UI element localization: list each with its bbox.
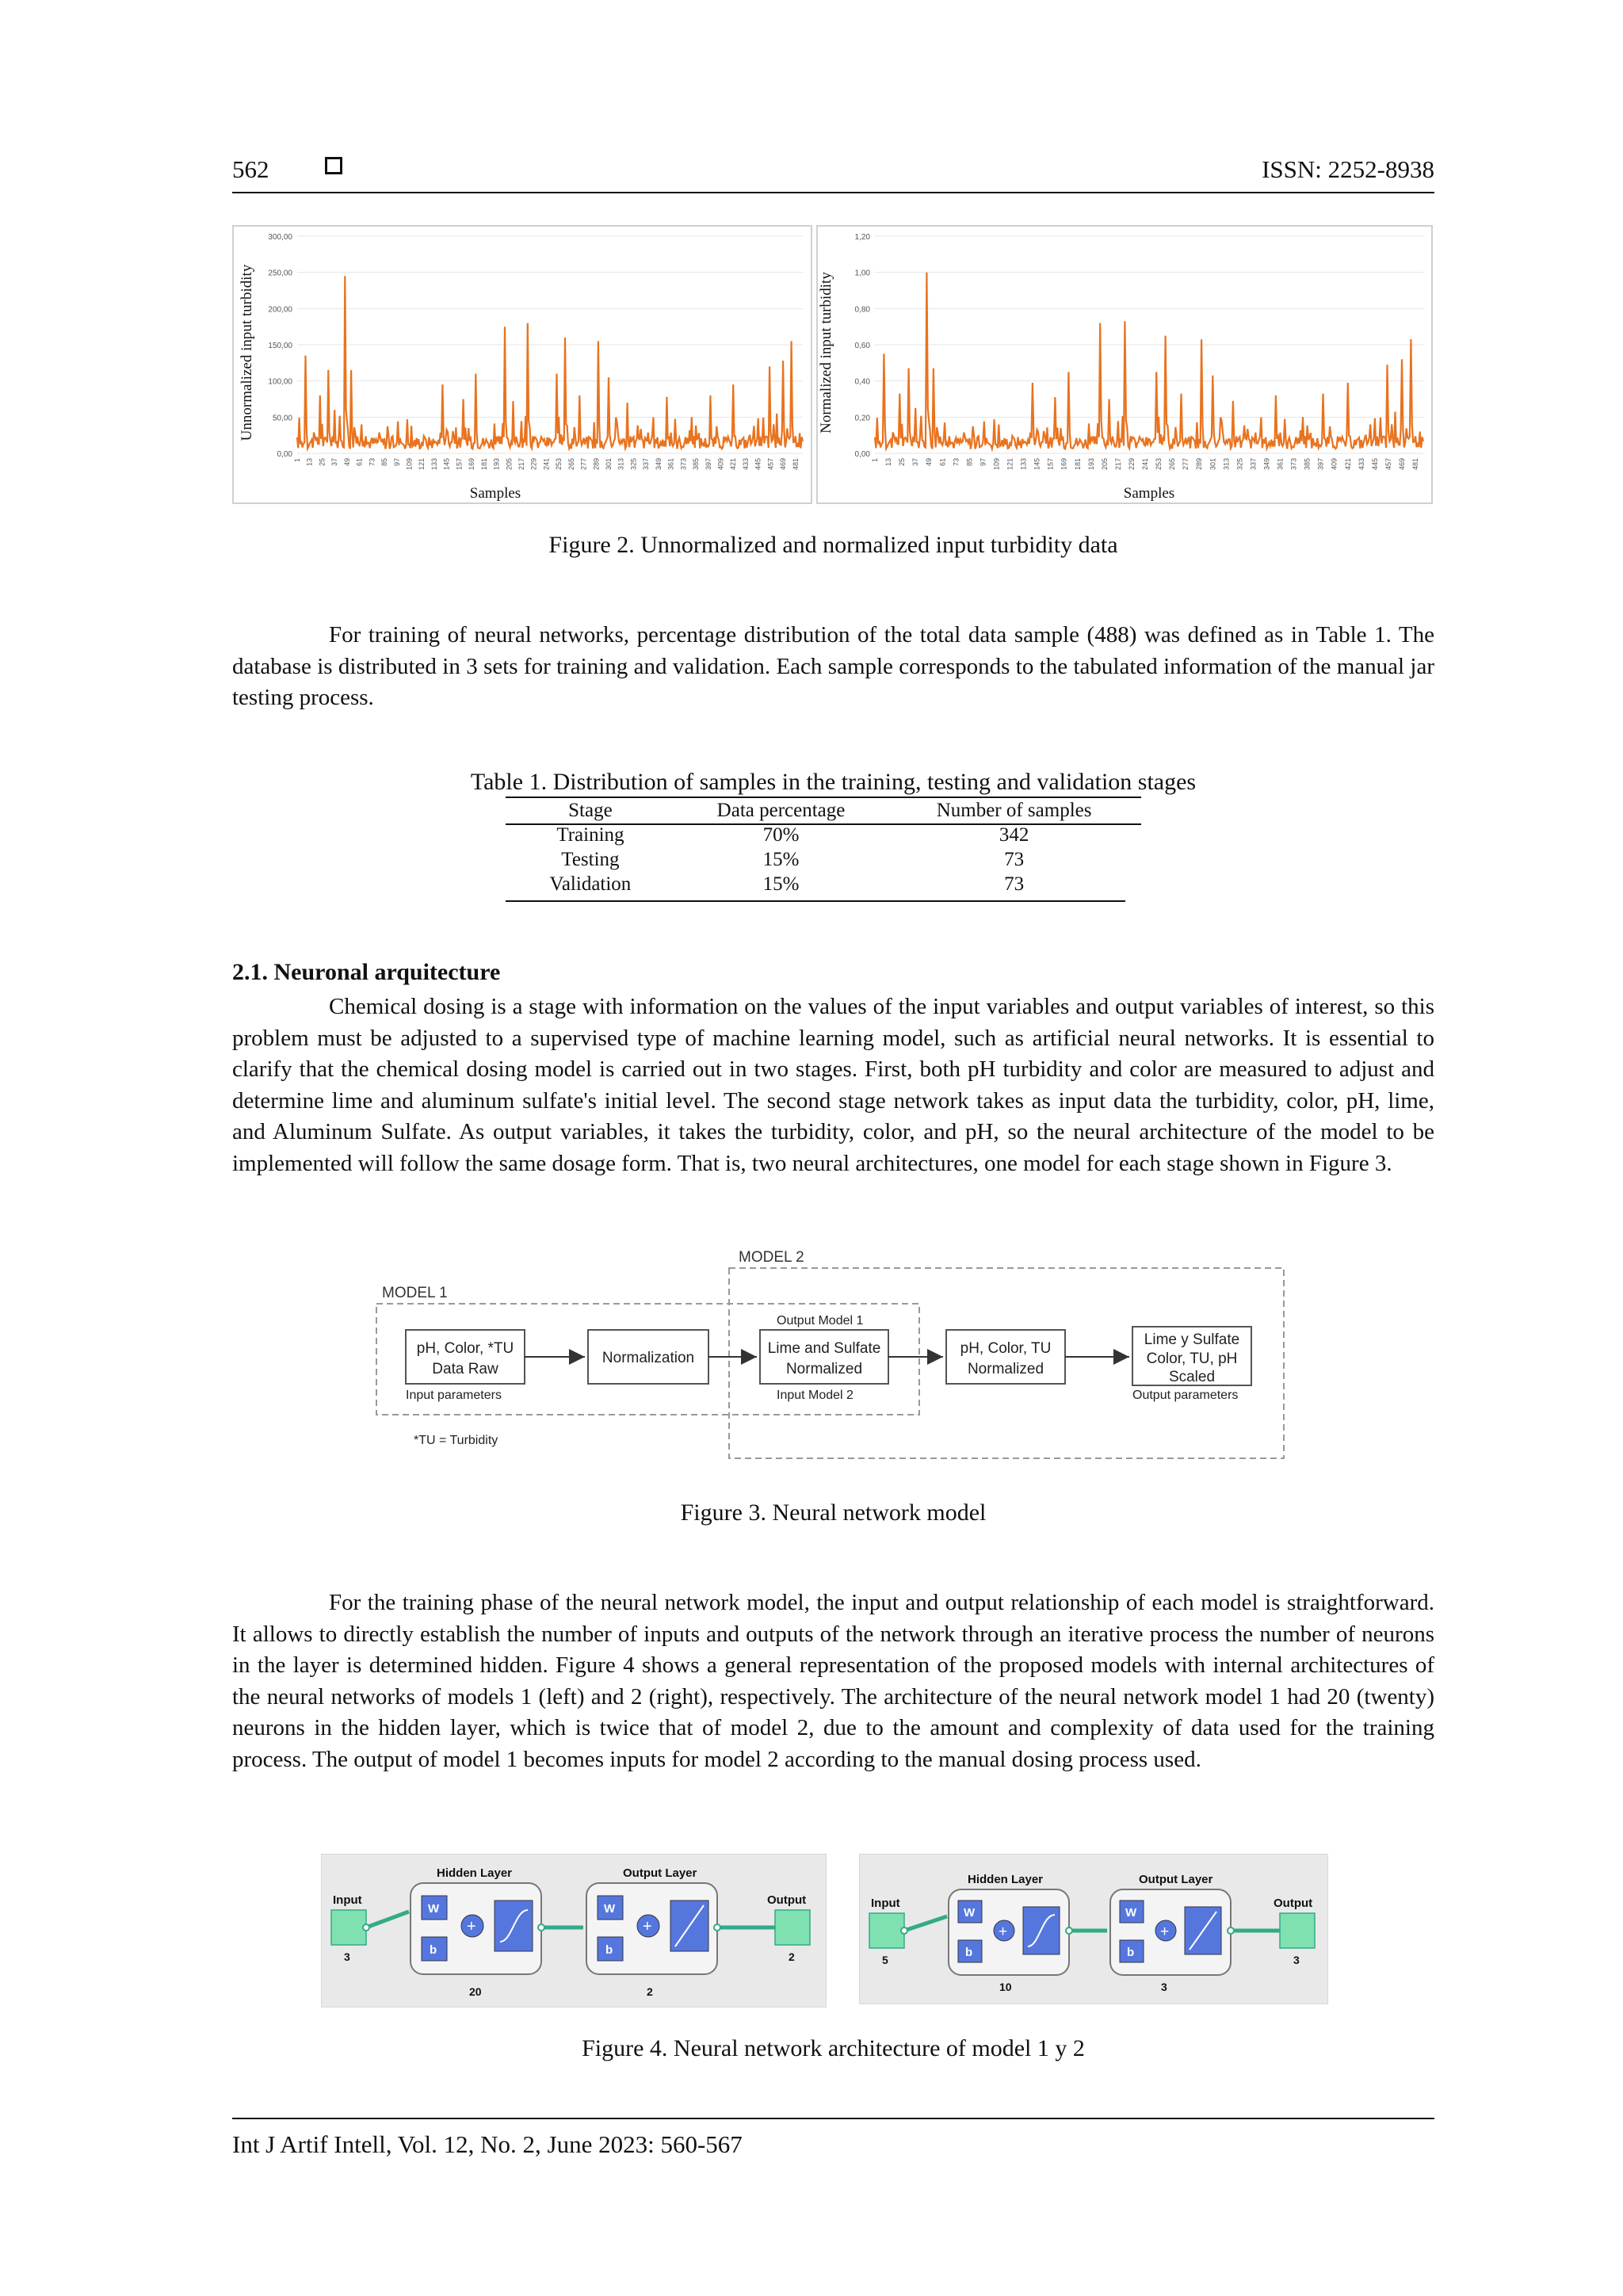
x-tick-label: 265 — [1168, 458, 1177, 471]
x-tick-label: 433 — [741, 458, 750, 471]
x-tick-label: 301 — [605, 458, 613, 471]
x-tick-label: 49 — [925, 458, 934, 467]
x-tick-label: 409 — [1330, 458, 1338, 471]
x-tick-label: 421 — [729, 458, 738, 471]
x-tick-label: 241 — [542, 458, 551, 471]
table1-header-cell: Data percentage — [716, 800, 846, 821]
nn-sum-glyph: + — [643, 1918, 652, 1935]
table1-header-cell: Stage — [568, 800, 613, 821]
x-tick-label: 169 — [468, 458, 476, 471]
x-tick-label: 13 — [884, 458, 893, 467]
box3-line2: Normalized — [785, 1361, 863, 1377]
nn-node — [363, 1924, 369, 1931]
y-tick-label: 0,00 — [854, 450, 870, 459]
table1-cell: 73 — [1004, 849, 1025, 870]
x-tick-label: 337 — [1249, 458, 1258, 471]
x-tick-label: 397 — [704, 458, 712, 471]
table1-cell: Testing — [561, 849, 620, 870]
nn-input-label: Input — [333, 1893, 362, 1907]
nn-weight-label: W — [964, 1906, 976, 1920]
x-tick-label: 481 — [791, 458, 800, 471]
nn-input-n: 3 — [344, 1950, 350, 1963]
table-row — [506, 847, 1141, 872]
nn-hidden-label: Hidden Layer — [968, 1873, 1044, 1886]
x-tick-label: 409 — [716, 458, 725, 471]
x-tick-label: 457 — [1384, 458, 1392, 471]
x-tick-label: 157 — [455, 458, 464, 471]
header-square-icon — [325, 157, 342, 174]
x-tick-label: 253 — [1155, 458, 1163, 471]
x-tick-label: 25 — [898, 458, 907, 467]
x-tick-label: 1 — [871, 458, 879, 463]
x-tick-label: 397 — [1316, 458, 1325, 471]
x-tick-label: 121 — [418, 458, 426, 471]
x-tick-label: 301 — [1209, 458, 1217, 471]
y-tick-label: 250,00 — [268, 269, 292, 278]
x-tick-label: 421 — [1343, 458, 1352, 471]
nn-output-layer-label: Output Layer — [623, 1866, 697, 1880]
x-tick-label: 289 — [1195, 458, 1204, 471]
nn-connector — [366, 1912, 409, 1927]
box2-label: Normalization — [601, 1350, 695, 1366]
box1-line2: Data Raw — [432, 1361, 498, 1377]
nn-output-layer-n: 2 — [647, 1985, 653, 1998]
x-tick-label: 481 — [1411, 458, 1420, 471]
x-tick-label: 277 — [579, 458, 588, 471]
x-tick-label: 241 — [1141, 458, 1150, 471]
box5-line1: Lime y Sulfate — [1144, 1331, 1240, 1348]
x-tick-label: 25 — [318, 458, 327, 467]
figure4-caption: Figure 4. Neural network architecture of model 1 y 2 — [582, 2035, 1085, 2061]
x-tick-label: 145 — [1033, 458, 1041, 471]
header-rule — [232, 192, 1434, 193]
table1-header-row — [506, 798, 1141, 823]
nn-output-box — [1280, 1913, 1315, 1948]
x-tick-label: 289 — [592, 458, 601, 471]
x-tick-label: 97 — [979, 458, 987, 467]
x-tick-label: 217 — [517, 458, 525, 471]
y-tick-label: 100,00 — [268, 377, 292, 387]
x-tick-label: 205 — [505, 458, 514, 471]
model1-label: MODEL 1 — [382, 1285, 448, 1301]
y-tick-label: 1,20 — [854, 233, 870, 242]
x-tick-label: 109 — [405, 458, 414, 471]
chart-unnormalized-svg — [234, 227, 811, 502]
nn-node — [901, 1927, 907, 1934]
box5-line3: Scaled — [1168, 1369, 1216, 1385]
nn-hidden-label: Hidden Layer — [437, 1866, 513, 1880]
figure3-caption: Figure 3. Neural network model — [680, 1499, 987, 1526]
nn-weight-label: W — [604, 1902, 616, 1916]
nn-input-box — [331, 1910, 366, 1945]
nn-node — [714, 1924, 720, 1931]
x-tick-label: 133 — [430, 458, 438, 471]
table1-cell: 15% — [762, 873, 800, 895]
nn-input-label: Input — [871, 1897, 900, 1910]
nn-model2-svg — [860, 1855, 1327, 2004]
x-tick-label: 85 — [965, 458, 974, 467]
x-tick-label: 37 — [330, 458, 339, 467]
x-axis-label: Samples — [469, 485, 521, 502]
box4-line1: pH, Color, TU — [960, 1340, 1052, 1357]
series-line — [297, 276, 803, 449]
figure3-diagram — [365, 1244, 1292, 1474]
y-tick-label: 0,60 — [854, 342, 870, 350]
issn: ISSN: 2252-8938 — [1262, 155, 1434, 183]
nn-model1-svg — [322, 1855, 826, 2007]
y-tick-label: 1,00 — [854, 269, 870, 278]
nn-output-label: Output — [767, 1893, 807, 1907]
x-tick-label: 73 — [952, 458, 960, 467]
x-tick-label: 469 — [1398, 458, 1407, 471]
series-line — [875, 273, 1423, 449]
nn-model2 — [859, 1854, 1328, 2004]
table-row — [506, 872, 1141, 896]
nn-bias-label: b — [430, 1943, 437, 1957]
chart-unnormalized — [232, 225, 812, 504]
nn-node — [1066, 1927, 1072, 1934]
box5-sub: Output parameters — [1132, 1389, 1239, 1402]
x-tick-label: 121 — [1006, 458, 1014, 471]
section-heading: 2.1. Neuronal arquitecture — [232, 959, 501, 985]
x-tick-label: 109 — [992, 458, 1001, 471]
box1-sub: Input parameters — [406, 1389, 502, 1402]
x-tick-label: 13 — [305, 458, 314, 467]
nn-bias-label: b — [965, 1946, 973, 1959]
x-tick-label: 229 — [1127, 458, 1136, 471]
table1-header-cell: Number of samples — [936, 800, 1092, 821]
footer-text: Int J Artif Intell, Vol. 12, No. 2, June 2023: 560-567 — [232, 2130, 743, 2158]
y-tick-label: 0,80 — [854, 305, 870, 315]
model2-label: MODEL 2 — [739, 1249, 804, 1266]
box3-line1: Lime and Sulfate — [767, 1340, 881, 1357]
x-tick-label: 157 — [1046, 458, 1055, 471]
y-axis-label: Normalized input turbidity — [818, 272, 834, 434]
x-tick-label: 325 — [629, 458, 638, 471]
paragraph-2-text: Chemical dosing is a stage with information on the values of the input variables and output variables of interest, so this problem must be adjusted to a supervised type of machine learning model, such as artificial neural networks. It is essential to clarify that the chemical dosing model is carried out in two stages. First, both pH turbidity and color are measured to adjust and determine lime and aluminum sulfate's initial level. The second stage network takes as input data the turbidity, color, pH, lime, and Aluminum Sulfate. As output variables, it takes the turbidity, color, and pH, so the neural architecture of the model to be implemented will follow the same dosage form. That is, two neural architectures, one model for each stage shown in Figure 3. — [232, 994, 1434, 1176]
x-tick-label: 361 — [666, 458, 675, 471]
table1-bottom-rule — [506, 900, 1125, 902]
x-tick-label: 181 — [479, 458, 488, 471]
x-tick-label: 37 — [911, 458, 920, 467]
x-tick-label: 97 — [392, 458, 401, 467]
x-tick-label: 1 — [293, 458, 301, 463]
x-tick-label: 193 — [1086, 458, 1095, 471]
nn-weight-label: W — [1125, 1906, 1137, 1920]
nn-output-layer-n: 3 — [1161, 1981, 1167, 1993]
y-tick-label: 150,00 — [268, 342, 292, 350]
nn-weight-label: W — [428, 1902, 440, 1916]
page-number: 562 — [232, 155, 269, 183]
x-tick-label: 433 — [1357, 458, 1365, 471]
y-axis-label: Unnormalized input turbidity — [239, 264, 255, 441]
nn-sum-glyph: + — [999, 1924, 1008, 1940]
nn-hidden-n: 10 — [999, 1981, 1012, 1993]
footer-rule — [232, 2118, 1434, 2119]
chart-normalized — [816, 225, 1433, 504]
nn-bias-label: b — [1127, 1946, 1135, 1959]
x-tick-label: 313 — [617, 458, 625, 471]
x-tick-label: 325 — [1235, 458, 1244, 471]
x-tick-label: 457 — [766, 458, 775, 471]
x-tick-label: 349 — [1262, 458, 1271, 471]
y-tick-label: 50,00 — [272, 414, 292, 423]
nn-input-n: 5 — [882, 1954, 888, 1966]
x-tick-label: 349 — [654, 458, 663, 471]
nn-hidden-n: 20 — [469, 1985, 482, 1998]
x-tick-label: 361 — [1276, 458, 1285, 471]
nn-node — [538, 1924, 544, 1931]
table1-cell: 15% — [762, 849, 800, 870]
x-tick-label: 145 — [442, 458, 451, 471]
x-tick-label: 469 — [779, 458, 788, 471]
table1-cell: 70% — [762, 824, 800, 846]
paragraph-2 — [232, 991, 1434, 1179]
nn-output-n: 3 — [1293, 1954, 1300, 1966]
nn-bias-label: b — [605, 1943, 613, 1957]
x-tick-label: 277 — [1182, 458, 1190, 471]
paragraph-1-text: For training of neural networks, percentage distribution of the total data sample (488) was defined as in Table 1. The database is distributed in 3 sets for training and validation. Each sample corresponds to the tabulated information of the manual jar testing process. — [232, 622, 1434, 710]
x-tick-label: 373 — [1289, 458, 1298, 471]
x-tick-label: 385 — [692, 458, 701, 471]
x-tick-label: 445 — [754, 458, 762, 471]
table1-cell: Training — [556, 824, 624, 846]
table1-cell: 342 — [999, 824, 1029, 846]
x-tick-label: 61 — [938, 458, 947, 467]
nn-output-layer-label: Output Layer — [1139, 1873, 1213, 1886]
table1-cell: 73 — [1004, 873, 1025, 895]
nn-output-n: 2 — [789, 1950, 795, 1963]
x-tick-label: 133 — [1019, 458, 1028, 471]
table1-cell: Validation — [549, 873, 632, 895]
x-tick-label: 253 — [555, 458, 563, 471]
y-tick-label: 200,00 — [268, 305, 292, 315]
x-tick-label: 85 — [380, 458, 389, 467]
paragraph-3 — [232, 1587, 1434, 1775]
table-row — [506, 823, 1141, 847]
x-tick-label: 313 — [1222, 458, 1231, 471]
x-tick-label: 265 — [567, 458, 575, 471]
chart-normalized-svg — [818, 227, 1431, 502]
box5-line2: Color, TU, pH — [1146, 1350, 1238, 1367]
x-tick-label: 205 — [1100, 458, 1109, 471]
x-tick-label: 181 — [1073, 458, 1082, 471]
nn-output-box — [775, 1910, 810, 1945]
x-tick-label: 73 — [368, 458, 376, 467]
paragraph-1 — [232, 620, 1434, 714]
x-tick-label: 445 — [1370, 458, 1379, 471]
paragraph-3-text: For the training phase of the neural network model, the input and output relationship of each model is straightforward. It allows to directly establish the number of inputs and outputs of the network through an iterative process the number of neurons in the layer is determined hidden. Figure 4 shows a general representation of the proposed models with internal architectures of the neural networks of models 1 (left) and 2 (right), respectively. The architecture of the neural network model 1 had 20 (twenty) neurons in the hidden layer, which is twice that of model 2, due to the amount and complexity of data used for the training process. The output of model 1 becomes inputs for model 2 according to the manual dosing process used. — [232, 1590, 1434, 1772]
x-tick-label: 49 — [342, 458, 351, 467]
nn-model1 — [321, 1854, 827, 2008]
x-tick-label: 373 — [679, 458, 688, 471]
x-tick-label: 193 — [492, 458, 501, 471]
box3-sub: Input Model 2 — [777, 1389, 854, 1402]
table1 — [506, 798, 1141, 896]
figure3-footnote: *TU = Turbidity — [414, 1434, 498, 1447]
box4-line2: Normalized — [967, 1361, 1044, 1377]
nn-output-label: Output — [1274, 1897, 1313, 1910]
x-tick-label: 61 — [355, 458, 364, 467]
y-tick-label: 0,00 — [277, 450, 292, 459]
table1-caption: Table 1. Distribution of samples in the training, testing and validation stages — [470, 769, 1197, 795]
x-tick-label: 385 — [1303, 458, 1312, 471]
y-tick-label: 300,00 — [268, 233, 292, 242]
y-tick-label: 0,20 — [854, 414, 870, 423]
y-tick-label: 0,40 — [854, 377, 870, 387]
x-tick-label: 337 — [642, 458, 651, 471]
figure2-caption: Figure 2. Unnormalized and normalized input turbidity data — [548, 532, 1118, 558]
x-tick-label: 217 — [1113, 458, 1122, 471]
x-tick-label: 229 — [529, 458, 538, 471]
nn-node — [1228, 1927, 1234, 1934]
x-axis-label: Samples — [1123, 485, 1175, 502]
nn-connector — [904, 1916, 947, 1931]
nn-sum-glyph: + — [1160, 1924, 1170, 1940]
nn-sum-glyph: + — [467, 1918, 476, 1935]
nn-input-box — [869, 1913, 904, 1948]
box3-top: Output Model 1 — [777, 1314, 864, 1328]
box1-line1: pH, Color, *TU — [416, 1340, 514, 1357]
x-tick-label: 169 — [1060, 458, 1068, 471]
